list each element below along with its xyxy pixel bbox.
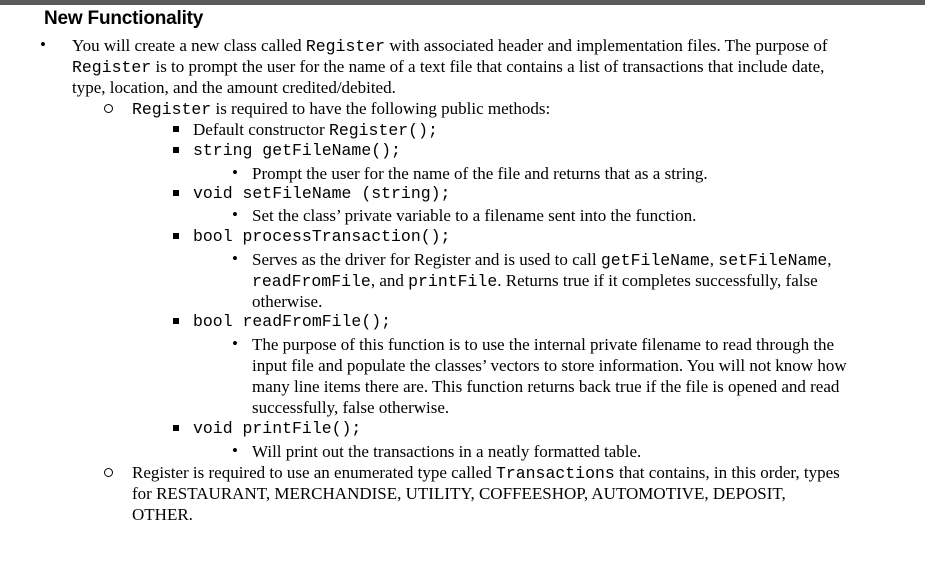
get-file-name-desc: Prompt the user for the name of the file and returns that as a string. xyxy=(252,164,708,183)
bullet-square xyxy=(173,190,179,196)
bullet-dot: • xyxy=(232,441,238,460)
read-from-file-desc-4: successfully, false otherwise. xyxy=(252,398,450,417)
bullet-dot: • xyxy=(40,35,46,54)
enum-line-3: OTHER. xyxy=(132,505,193,524)
print-file-desc: Will print out the transactions in a neatly formatted table. xyxy=(252,442,642,461)
set-file-name-desc: Set the class’ private variable to a filename sent into the function. xyxy=(252,206,697,225)
enum-line-1: Register is required to use an enumerated type called Transactions that contains, in this order, types xyxy=(132,463,840,483)
bullet-square xyxy=(173,233,179,239)
bullet-square xyxy=(173,318,179,324)
method-set-file-name: void setFileName (string); xyxy=(193,184,451,203)
bullet-square xyxy=(173,425,179,431)
process-transaction-desc-1: Serves as the driver for Register and is used to call getFileName, setFileName, xyxy=(252,250,832,270)
methods-intro: Register is required to have the following public methods: xyxy=(132,99,551,119)
process-transaction-desc-3: otherwise. xyxy=(252,292,323,311)
enum-line-2: for RESTAURANT, MERCHANDISE, UTILITY, COFFEESHOP, AUTOMOTIVE, DEPOSIT, xyxy=(132,484,786,503)
bullet-dot: • xyxy=(232,163,238,182)
bullet-square xyxy=(173,147,179,153)
read-from-file-desc-3: many line items there are. This function returns back true if the file is opened and read xyxy=(252,377,840,396)
method-process-transaction: bool processTransaction(); xyxy=(193,227,451,246)
method-get-file-name: string getFileName(); xyxy=(193,141,401,160)
bullet-dot: • xyxy=(232,205,238,224)
bullet-circle xyxy=(104,104,113,113)
process-transaction-desc-2: readFromFile, and printFile. Returns true if it completes successfully, false xyxy=(252,271,818,291)
read-from-file-desc-2: input file and populate the classes’ vectors to store information. You will not know how xyxy=(252,356,847,375)
read-from-file-desc-1: The purpose of this function is to use the internal private filename to read through the xyxy=(252,335,835,354)
intro-line-2: Register is to prompt the user for the name of a text file that contains a list of transactions that include date, xyxy=(72,57,825,77)
bullet-circle xyxy=(104,468,113,477)
intro-line-3: type, location, and the amount credited/debited. xyxy=(72,78,396,97)
method-read-from-file: bool readFromFile(); xyxy=(193,312,392,331)
section-heading: New Functionality xyxy=(44,8,204,29)
bullet-square xyxy=(173,126,179,132)
bullet-dot: • xyxy=(232,334,238,353)
top-rule xyxy=(0,0,925,5)
method-print-file: void printFile(); xyxy=(193,419,362,438)
bullet-dot: • xyxy=(232,249,238,268)
intro-line-1: You will create a new class called Register with associated header and implementation files. The purpose of xyxy=(72,36,828,56)
method-constructor: Default constructor Register(); xyxy=(193,120,438,140)
